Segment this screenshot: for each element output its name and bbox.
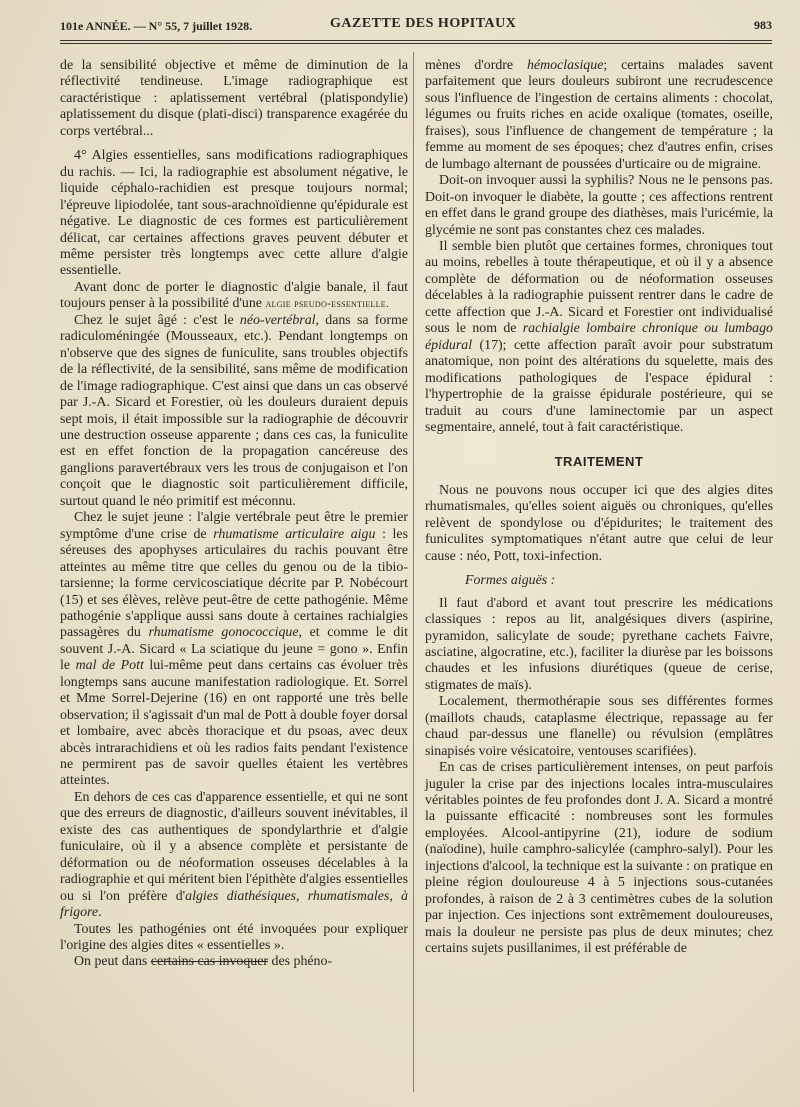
- paragraph: Avant donc de porter le diagnostic d'algie banale, il faut toujours penser à la possibilité d'une algie pseudo-essentielle.: [60, 279, 408, 312]
- struck-text: certains cas invoquer: [150, 954, 269, 970]
- paragraph: mènes d'ordre hémoclasique; certains malades savent parfaitement que leurs douleurs subiront une recrudescence sous l'influence de l'ingestion de certains aliments : chocolat, légumes ou fruits riches en acide oxalique (tomates, oseille, fraises), sous l'influence de changement de température ; la femme au moment de ses époques; chez d'autres enfin, crises de lumbago alternant de poussées d'urticaire ou de migraine.: [425, 58, 774, 172]
- paragraph: de la sensibilité objective et même de diminution de la réflectivité tendineuse. L'image radiographique est caractéristique : aplatissement vertébral (platispondylie) aplatissement du disque (plati-disci) transparence exagérée du corps vertébral...: [60, 58, 408, 139]
- section-heading: TRAITEMENT: [554, 454, 644, 470]
- journal-title: GAZETTE DES HOPITAUX: [330, 16, 517, 31]
- page-header: [60, 16, 772, 38]
- paragraph: Localement, thermothérapie sous ses différentes formes (maillots chauds, cataplasme électrique, repassage au fer chaud par-dessus une flanelle) ou révulsion (emplâtres sinapisés voire vésicatoire, ventouses scarifiées).: [425, 694, 773, 759]
- paragraph: Il semble bien plutôt que certaines formes, chroniques tout au moins, rebelles à toute thérapeutique, et où il y a absence complète de déformation ou de néoformation osseuses décelables à la radiographie puissent rentrer dans le cadre de cette affection que J.-A. Sicard et Forestier ont individualisé sous le nom de rachialgie lombaire chronique ou lumbago épidural (17); cette affection paraît avoir pour substratum anatomique, non point des altérations du squelette, mais des modifications pathologiques de l'espace épidural : l'hypertrophie de la graisse épidurale postérieure, qui se traduit au cours d'une laminectomie par un aspect segmentaire, annelé, tout à fait caractéristique.: [425, 238, 773, 435]
- paragraph: On peut dans certains cas invoquer des phéno-: [74, 954, 333, 970]
- right-column: [425, 58, 773, 958]
- header-rule-top: [60, 40, 772, 41]
- page-number: 983: [754, 18, 772, 32]
- paragraph: En dehors de ces cas d'apparence essentielle, et qui ne sont que des erreurs de diagnostic, d'ailleurs souvent inévitables, il existe des cas authentiques de spondylarthrie et d'algie funiculaire, où il y a absence complète et persistante de déformation ou de néoformation osseuses décelables à la radiographie et qui méritent bien l'épithète d'algies essentielles ou si l'on préfère d'algies diathésiques, rhumatismales, à frigore.: [60, 789, 408, 921]
- paragraph: Toutes les pathogénies ont été invoquées pour expliquer l'origine des algies dites « essentielles ».: [60, 921, 408, 954]
- paragraph: Il faut d'abord et avant tout prescrire les médications classiques : repos au lit, analgésiques divers (aspirine, pyramidon, salicylate de soude; pyrethane cachets Faivre, asciatine, algocratine, etc.), faciliter la diurèse par les boissons chaudes et les infusions diurétiques (queue de cerise, stigmates de maïs).: [425, 595, 773, 693]
- paragraph: Nous ne pouvons nous occuper ici que des algies dites rhumatismales, qu'elles soient aiguës ou chroniques, qu'elles relèvent de spondylose ou d'épidurites; le traitement des funiculites symptomatiques n'étant autre que celui de leur cause : néo, Pott, toxi-infection.: [425, 482, 773, 564]
- paragraph: En cas de crises particulièrement intenses, on peut parfois juguler la crise par des injections locales intra-musculaires véritables pointes de feu profondes dont J. A. Sicard a montré la puissante efficacité : nombreuses sont les formules employées. Alcool-antipyrine (21), iodure de sodium (naïodine), huile camphro-salicylée (camphro-salyl). Pour les injections d'alcool, la technique est la suivante : on pratique en pleine région douloureuse 4 à 5 injections sous-cutanées profondes, à raison de 2 à 3 centimètres cubes de la solution par injection. Ces injections sont extrêmement douloureuses, mais la douleur ne persiste pas plus de deux minutes; chez certains sujets pusillanimes, il est préférable de: [425, 760, 773, 957]
- subheading: Formes aiguës :: [465, 573, 556, 589]
- small-caps-term: algie pseudo-essentielle.: [265, 298, 390, 311]
- paragraph: 4° Algies essentielles, sans modifications radiographiques du rachis. — Ici, la radiographie est absolument négative, le liquide céphalo-rachidien est presque toujours normal; l'épreuve lipiodolée, tant sous-arachnoïdienne qu'épidurale est négative. Le diagnostic de ces formes est particulièrement délicat, car certaines affections graves peuvent débuter et même persister très longtemps avec cette allure d'algie essentielle.: [60, 148, 408, 279]
- paragraph: Doit-on invoquer aussi la syphilis? Nous ne le pensons pas. Doit-on invoquer le diabète, la goutte ; ces affections rentrent en effet dans le grand groupe des diathèses, mais l'uricémie, la glycémie ne sont pas constantes chez ces malades.: [425, 173, 773, 238]
- issue-info: 101e ANNÉE. — N° 55, 7 juillet 1928.: [60, 19, 253, 33]
- header-rule-bottom: [60, 43, 772, 44]
- left-column: [60, 58, 408, 971]
- paragraph: Chez le sujet jeune : l'algie vertébrale peut être le premier symptôme d'une crise de rhumatisme articulaire aigu : les séreuses des apophyses articulaires du rachis pouvant être atteintes au même titre que celles du genou ou de la tibio-tarsienne; la forme cervicosciatique décrite par P. Nobécourt (15) et ses élèves, relève peut-être de cette pathogénie. Même pathogénie s'applique aussi sans doute à certaines rachialgies passagères du rhumatisme gonococcique, et comme le dit souvent J.-A. Sicard « La sciatique du jeune = gono ». Enfin le mal de Pott lui-même peut dans certains cas évoluer très longtemps sans aucune manifestation radiologique. Et. Sorrel et Mme Sorrel-Dejerine (16) en ont rapporté une très belle observation; il s'agissait d'un mal de Pott à double foyer dorsal et lombaire, avec abcès thoracique et du psoas, avec deux abcès intrarachidiens et où les radios faits pendant l'existence ne permirent pas de savoir quelles étaient les vertèbres atteintes.: [60, 510, 408, 789]
- paragraph: Chez le sujet âgé : c'est le néo-vertébral, dans sa forme radiculoméningée (Mousseaux, etc.). Pendant longtemps on n'observe que des signes de funiculite, sans troubles objectifs de la réflectivité, de la sensibilité, sans même de modification de l'image radiographique. C'est ainsi que dans un cas observé par J.-A. Sicard et Forestier, où les douleurs duraient depuis sept mois, il était impossible sur la radiographie de découvrir une destruction osseuse apparente ; dans ces cas, la funiculite est en effet fonction de la propagation cancéreuse des ganglions paravertébraux vers les trous de conjugaison et l'on conçoit que le diagnostic soit particulièrement difficile, surtout quand le néo primitif est méconnu.: [60, 312, 408, 509]
- column-divider: [413, 52, 414, 1092]
